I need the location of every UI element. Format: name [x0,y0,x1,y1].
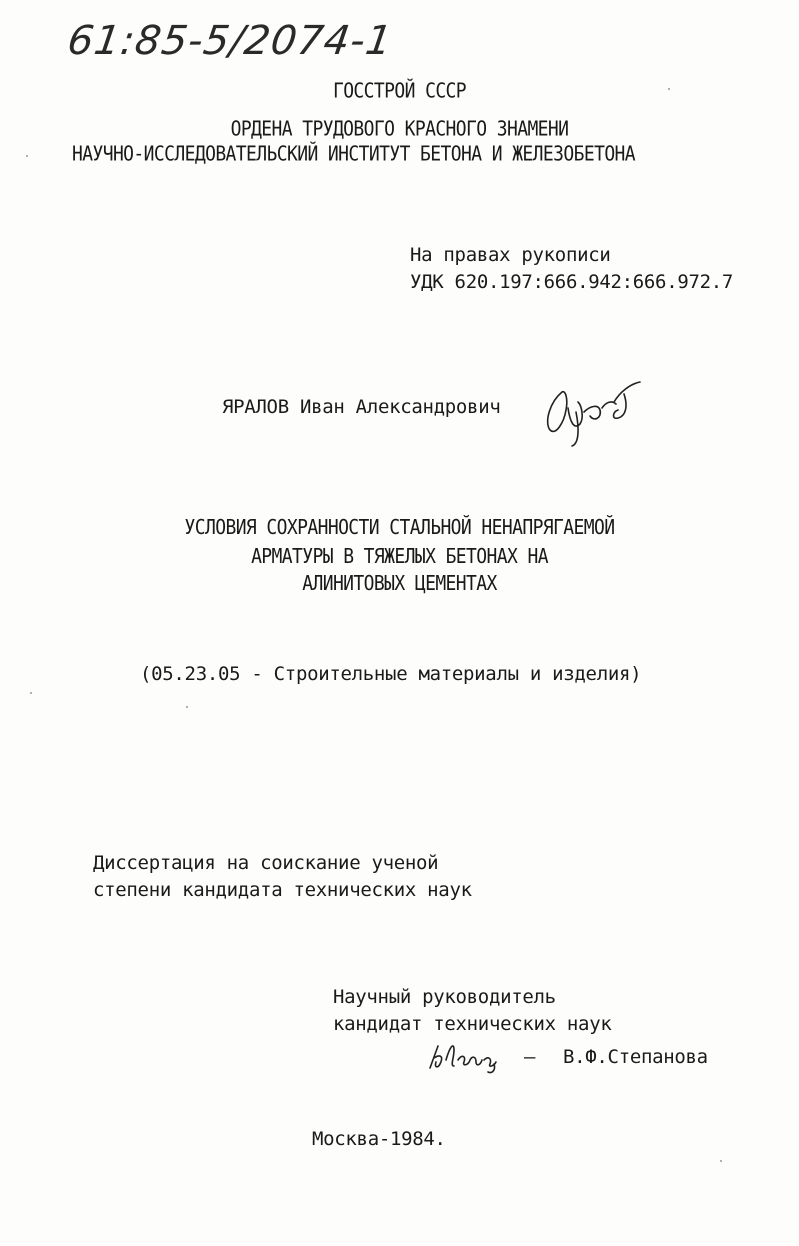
author-signature [540,372,650,452]
header-order-line: ОРДЕНА ТРУДОВОГО КРАСНОГО ЗНАМЕНИ [230,117,569,142]
signature-dash: — [524,1046,536,1068]
archive-number: 61:85-5/2074-1 [64,18,396,64]
scan-speck [720,1160,722,1162]
supervisor-role: Научный руководитель [333,986,556,1008]
udk-code: УДК 620.197:666.942:666.972.7 [410,271,734,293]
supervisor-name: В.Ф.Степанова [563,1046,708,1068]
author-name: ЯРАЛОВ Иван Александрович [222,396,501,418]
scan-speck [668,88,670,90]
title-line-1: УСЛОВИЯ СОХРАННОСТИ СТАЛЬНОЙ НЕНАПРЯГАЕМОЙ [184,515,615,540]
scan-speck [26,155,28,157]
place-year: Москва-1984. [312,1128,446,1150]
title-line-2: АРМАТУРЫ В ТЯЖЕЛЫХ БЕТОНАХ НА [251,544,548,569]
specialty-code: (05.23.05 - Строительные материалы и изделия) [140,663,642,685]
dissertation-line-2: степени кандидата технических наук [93,879,472,901]
scan-speck [30,692,32,694]
supervisor-degree: кандидат технических наук [333,1013,612,1035]
title-line-3: АЛИНИТОВЫХ ЦЕМЕНТАХ [302,571,497,596]
scan-speck [186,706,188,708]
manuscript-rights: На правах рукописи [410,244,611,266]
header-org: ГОССТРОЙ СССР [332,79,467,104]
supervisor-signature [424,1036,519,1076]
dissertation-line-1: Диссертация на соискание ученой [93,852,439,874]
header-institute: НАУЧНО-ИССЛЕДОВАТЕЛЬСКИЙ ИНСТИТУТ БЕТОНА И ЖЕЛЕЗОБЕТОНА [72,142,636,167]
